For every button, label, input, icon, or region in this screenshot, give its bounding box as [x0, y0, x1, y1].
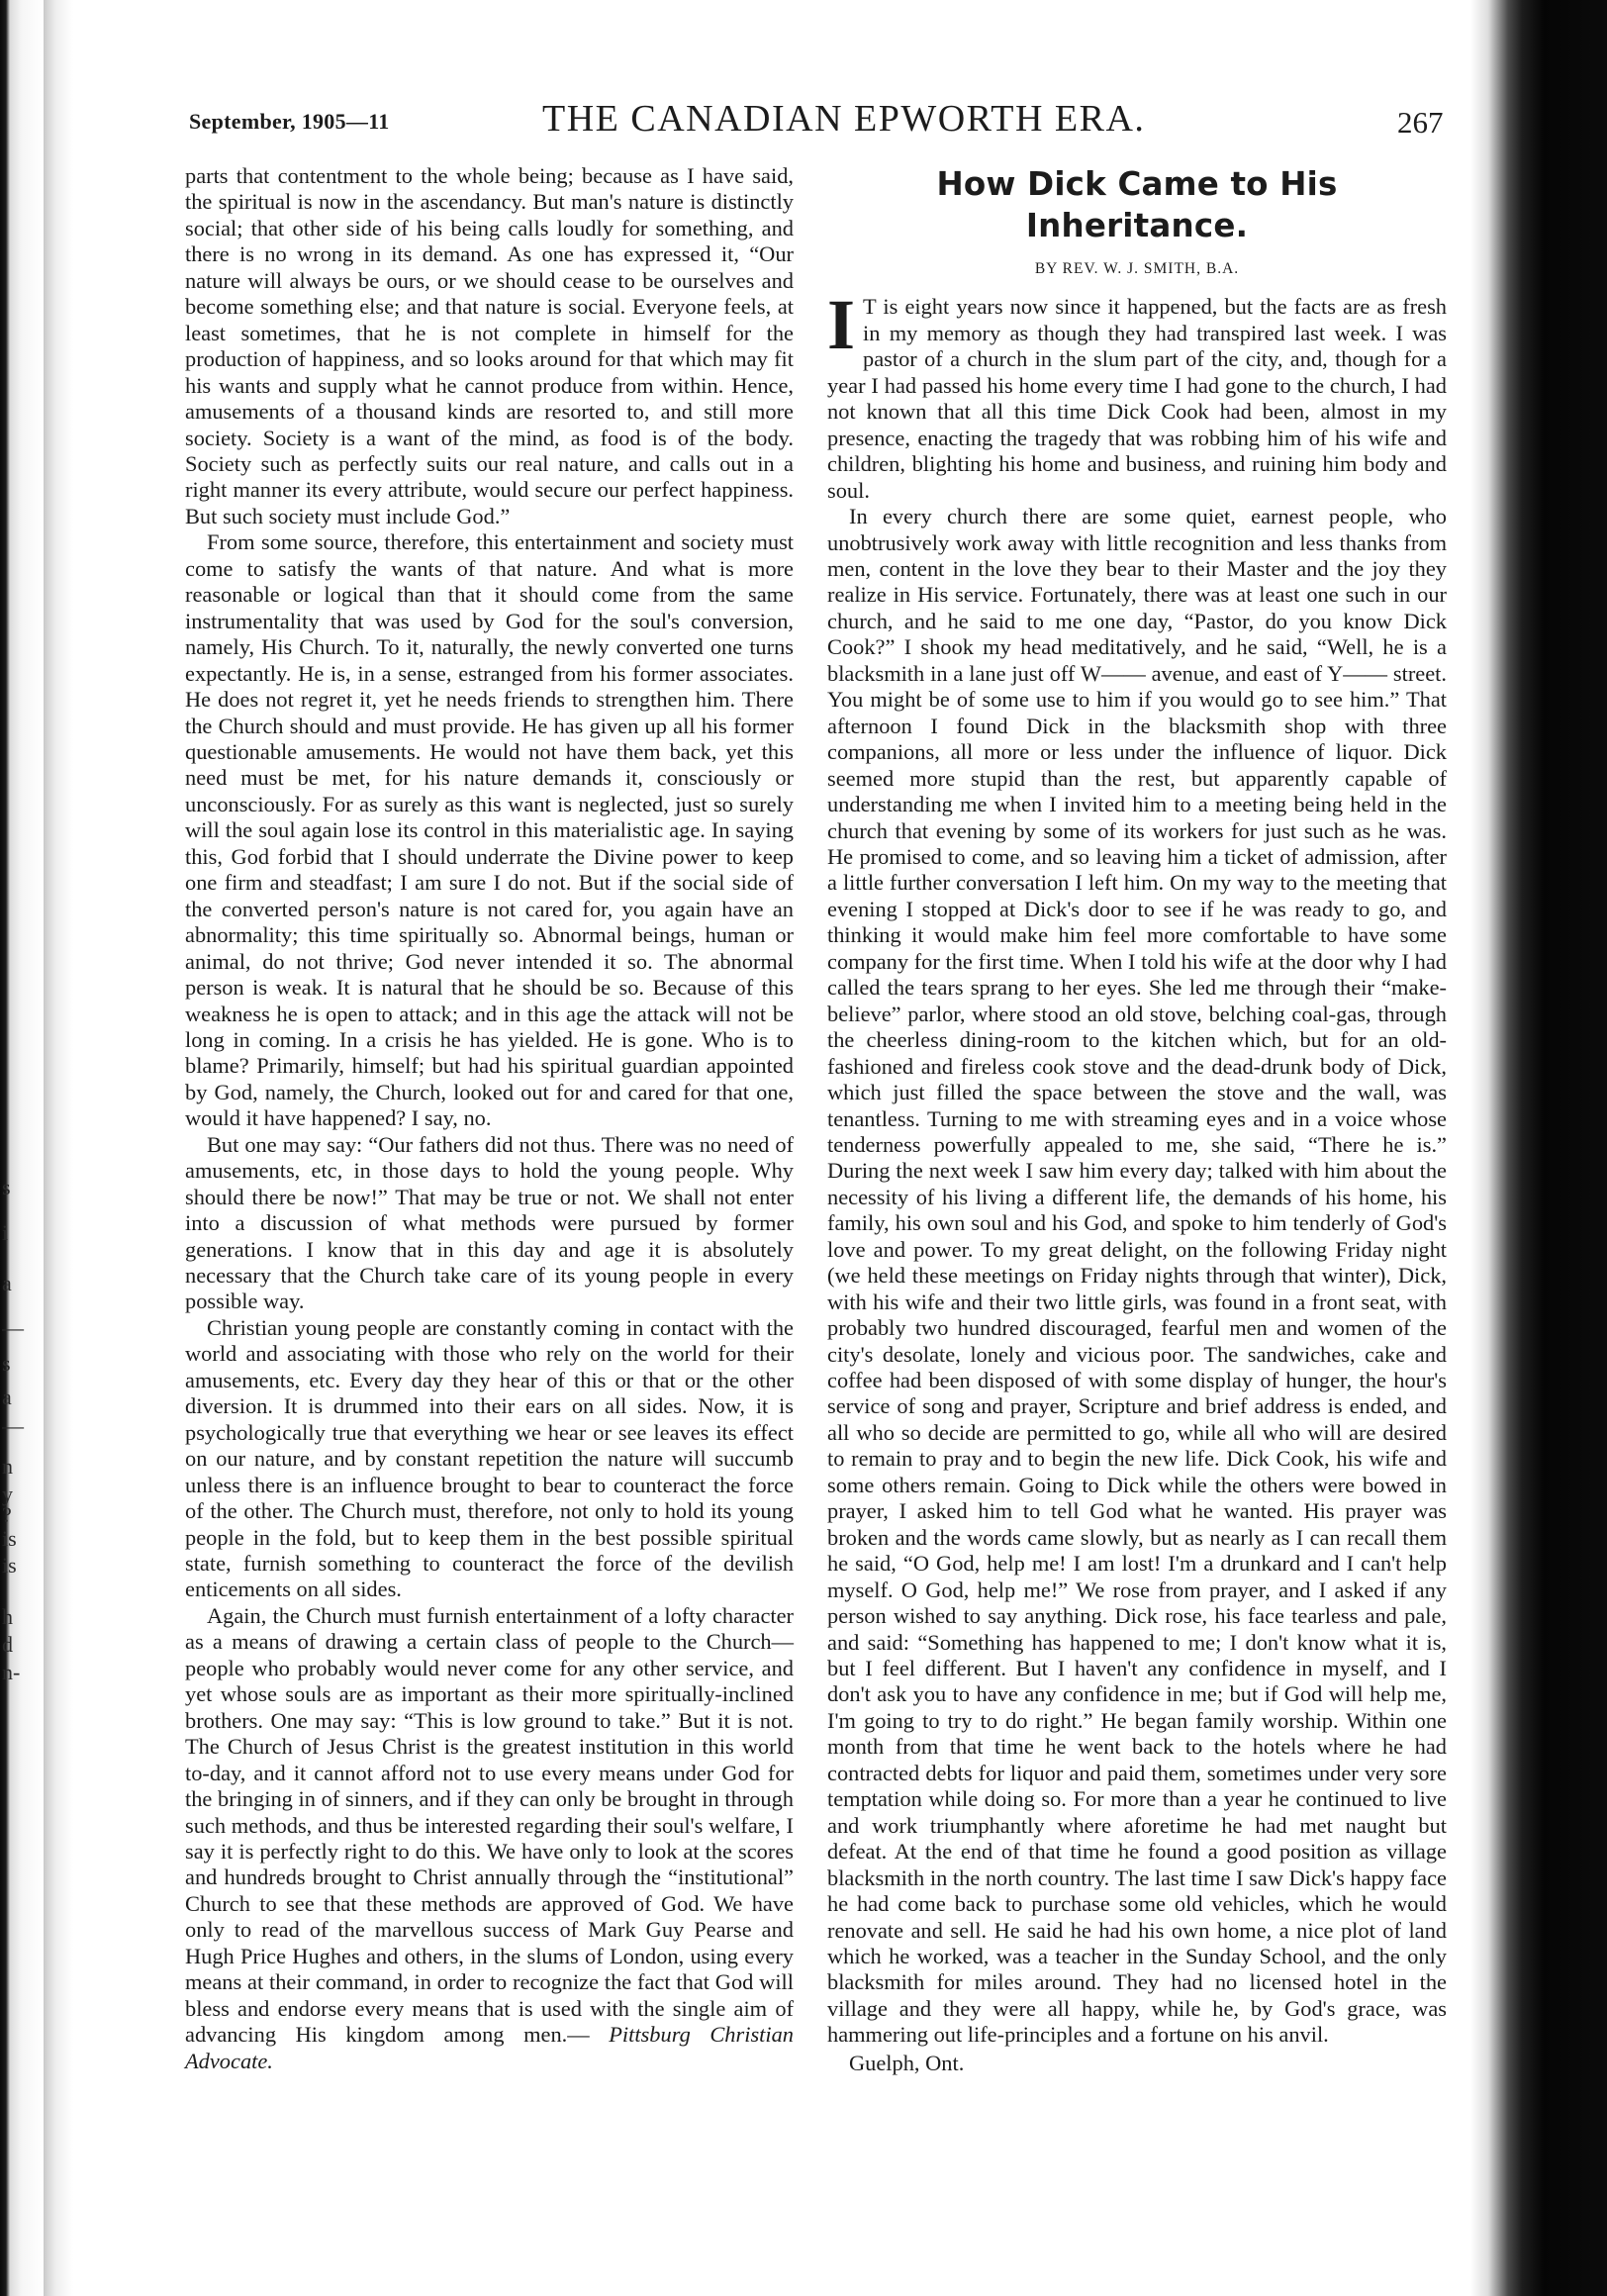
drop-cap: I [827, 285, 856, 365]
article-title: How Dick Came to His Inheritance. [936, 165, 1338, 244]
bleed-char: ? [2, 1502, 12, 1527]
right-column [827, 163, 1447, 2076]
right-paragraph-1 [827, 285, 1447, 504]
bleed-char: s [2, 1351, 11, 1376]
right-paragraph-1-text: T is eight years now since it happened, but the facts are as fresh in my memory as though they had transpired last week. I was pastor of a church in the slum part of the city, and, though for a year I had passed his home every time I had gone to the church, I had not known that all this time Dick Cook had been, almost in my presence, enacting the tragedy that was robbing him of his wife and children, blighting his home and business, and ruining him body and soul. [827, 294, 1447, 503]
source-credit: Pittsburg Christian Advocate. [185, 2022, 794, 2073]
left-paragraph-2: From some source, therefore, this entertainment and society must come to satisfy the wants of that nature. And what is more reasonable or logical than that it should come from the same instrumentality that was used by God for the soul's conversion, namely, His Church. To it, naturally, the newly converted one turns expectantly. He is, in a sense, estranged from his former associates. He does not regret it, yet he needs friends to strengthen him. There the Church should and must provide. He has given up all his former questionable amusements. He would not have them back, yet this need must be met, for his nature demands it, consciously or unconsciously. For as surely as this want is neglected, just so surely will the soul again lose its control in this materialistic age. In saying this, God forbid that I should underrate the Divine power to keep one firm and steadfast; I am sure I do not. But if the social side of the converted person's nature is not cared for, you again have an abnormality; this time spiritually so. Abnormal beings, human or animal, do not thrive; God never intended it so. The abnormal person is weak. It is natural that he should be so. Because of this weakness he is open to attack; and in this age the attack will not be long in coming. In a crisis he has yielded. He is gone. Who is to blame? Primarily, himself; but had his spiritual guardian appointed by God, namely, the Church, looked out for and cared for that one, would it have happened? I say, no. [185, 529, 794, 1131]
bleed-char: is [2, 1526, 17, 1551]
left-paragraph-4: Christian young people are constantly coming in contact with the world and associating with those who rely on the world for their amusements, etc. Every day they hear of this or that or the other diversion. It is drummed into their ears on all sides. Now, it is psychologically true that everything we hear or see leaves its effect on our nature, and by constant repetition the nature will succumb unless there is an influence brought to bear to counteract the force of the other. The Church must, therefore, not only to hold its young people in the fold, but to keep them in the best possible spiritual state, furnish something to counteract the force of the devilish enticements on all sides. [185, 1314, 794, 1602]
right-paragraph-2: In every church there are some quiet, earnest people, who unobtrusively work away with little recognition and less thanks from men, content in the love they bear to their Master and the joy they realize in His service. Fortunately, there was at least one such in our church, and he said to me one day, “Pastor, do you know Dick Cook?” I shook my head meditatively, and he said, “Well, he is a blacksmith in a lane just off W—— avenue, and east of Y—— street. You might be of some use to him if you would go to see him.” That afternoon I found Dick in the blacksmith shop with three companions, all more or less under the influence of liquor. Dick seemed more stupid than the rest, but apparently capable of understanding me when I invited him to a meeting being held in the church that evening by some of its workers for just such as he was. He promised to come, and so leaving him a ticket of admission, after a little further conversation I left him. On my way to the meeting that evening I stopped at Dick's door to see if he was ready to go, and thinking it would make him feel more comfortable to have some company for the first time. When I told his wife at the door why I had called the tears sprang to her eyes. She led me through their “make-believe” parlor, where stood an old stove, belching coal-gas, through the cheerless dining-room to the kitchen which, but for an old-fashioned and fireless cook stove and the dead-drunk body of Dick, which just filled the space between the stove and the wall, was tenantless. Turning to me with streaming eyes and in a voice whose tenderness powerfully appealed to me, she said, “There he is.” During the next week I saw him every day; talked with him about the necessity of his living a different life, the demands of his home, his family, his own soul and his God, and spoke to him tenderly of God's love and power. To my great delight, on the following Friday night (we held these meetings on Friday nights through that winter), Dick, with his wife and their two little girls, was found in a front seat, with probably two hundred discouraged, fearful men and women of the city's desolate, lonely and vicious poor. The sandwiches, cake and coffee had been disposed of with some display of hunger, the hour's service of song and prayer, Scripture and brief address is ended, and all who so decide are permitted to go, while all who will are desired to remain to pray and to begin the new life. Dick Cook, his wife and some others remain. Going to Dick while the others were bowed in prayer, I asked him to tell God what he wanted. His prayer was broken and the words came slowly, but as nearly as I can recall them he said, “O God, help me! I am lost! I'm a drunkard and I can't help myself. O God, help me!” We rose from prayer, and I asked if any person wished to say anything. Dick rose, his face tearless and pale, and said: “Something has happened to me; I don't know what it is, but I feel different. But I haven't any confidence in myself, and I don't ask you to have any confidence in me; but if God will help me, I'm going to try to do right.” He began family worship. Within one month from that time he went back to the hotels where he had contracted debts for liquor and paid them, sometimes under very sore temptation while doing so. For more than a year he continued to live and work triumphantly where aforetime he had met naught but defeat. At the end of that time he found a good position as village blacksmith in the north country. The last time I saw Dick's happy face he had come back to purchase some old vehicles, which he would renovate and sell. He said he had his own home, a nice plot of land which he worked, was a teacher in the Sunday School, and the only blacksmith for miles around. They had no licensed hotel in the village and they were all happy, while he, by God's grace, was hammering out life-principles and a fortune on his anvil. [827, 504, 1447, 2048]
issue-date: September, 1905—11 [189, 109, 390, 134]
page-number: 267 [1397, 105, 1444, 140]
article-signoff: Guelph, Ont. [849, 2050, 965, 2075]
article-byline: BY REV. W. J. SMITH, B.A. [1034, 260, 1240, 277]
gutter-shadow [44, 0, 73, 2296]
bleed-char: a [2, 1271, 12, 1295]
bleed-char: i [2, 1220, 9, 1245]
bleed-char: — [2, 1413, 24, 1438]
scan-binding-edge [0, 0, 44, 2296]
bleed-char: h [2, 1604, 13, 1629]
left-paragraph-1: parts that contentment to the whole being; because as I have said, the spiritual is now in the ascendancy. But man's nature is distinctly social; that other side of his being calls loudly for something, and there is no wrong in its demand. As one has expressed it, “Our nature will always be ours, or we should cease to be ourselves and become something else; and that nature is social. Everyone feels, at least sometimes, that he is not complete in himself for the production of happiness, and so looks around for that which may fit his wants and supply what he cannot produce from within. Hence, amusements of a thousand kinds are resorted to, and still more society. Society is a want of the mind, as food is of the body. Society such as perfectly suits our real nature, and calls out in a right manner its every attribute, would secure our perfect happiness. But such society must include God.” [185, 163, 794, 528]
magazine-title: THE CANADIAN EPWORTH ERA. [542, 98, 1146, 140]
bleed-char: s [2, 1175, 11, 1199]
left-paragraph-5 [185, 1603, 794, 2074]
bleed-char: n [2, 1454, 13, 1479]
left-paragraph-5-text: Again, the Church must furnish entertainment of a lofty character as a means of drawing a certain class of people to the Church—people who probably would never come for any other service, and yet whose souls are as important as their more spiritually-inclined brothers. One may say: “This is low ground to take.” But it is not. The Church of Jesus Christ is the greatest institution in this world to-day, and it cannot afford not to use every means under God for the bringing in of sinners, and if they can only be brought in through such methods, and thus be interested regarding their soul's welfare, I say it is perfectly right to do this. We have only to look at the scores and hundreds brought to Christ annually through the “institutional” Church to see that these methods are approved of God. We have only to read of the marvellous success of Mark Guy Pearse and Hugh Price Hughes and others, in the slums of London, using every means at their command, in order to recognize the fact that God will bless and endorse every means that is used with the single aim of advancing His kingdom among men.— [185, 1602, 794, 2048]
bleed-char: n- [2, 1660, 21, 1684]
bleed-char: a [2, 1385, 12, 1409]
left-column [185, 163, 794, 2074]
bleed-char: — [2, 1315, 24, 1340]
bleed-char: y [2, 1482, 13, 1506]
bleed-char: is [2, 1553, 17, 1578]
left-paragraph-3: But one may say: “Our fathers did not thus. There was no need of amusements, etc, in those days to hold the young people. Why should there be now!” That may be true or not. We shall not enter into a discussion of what methods were pursued by former generations. I know that in this day and age it is absolutely necessary that the Church take care of its young people in every possible way. [185, 1131, 794, 1314]
scan-page-edge [1470, 0, 1607, 2296]
bleed-char: d [2, 1632, 13, 1657]
